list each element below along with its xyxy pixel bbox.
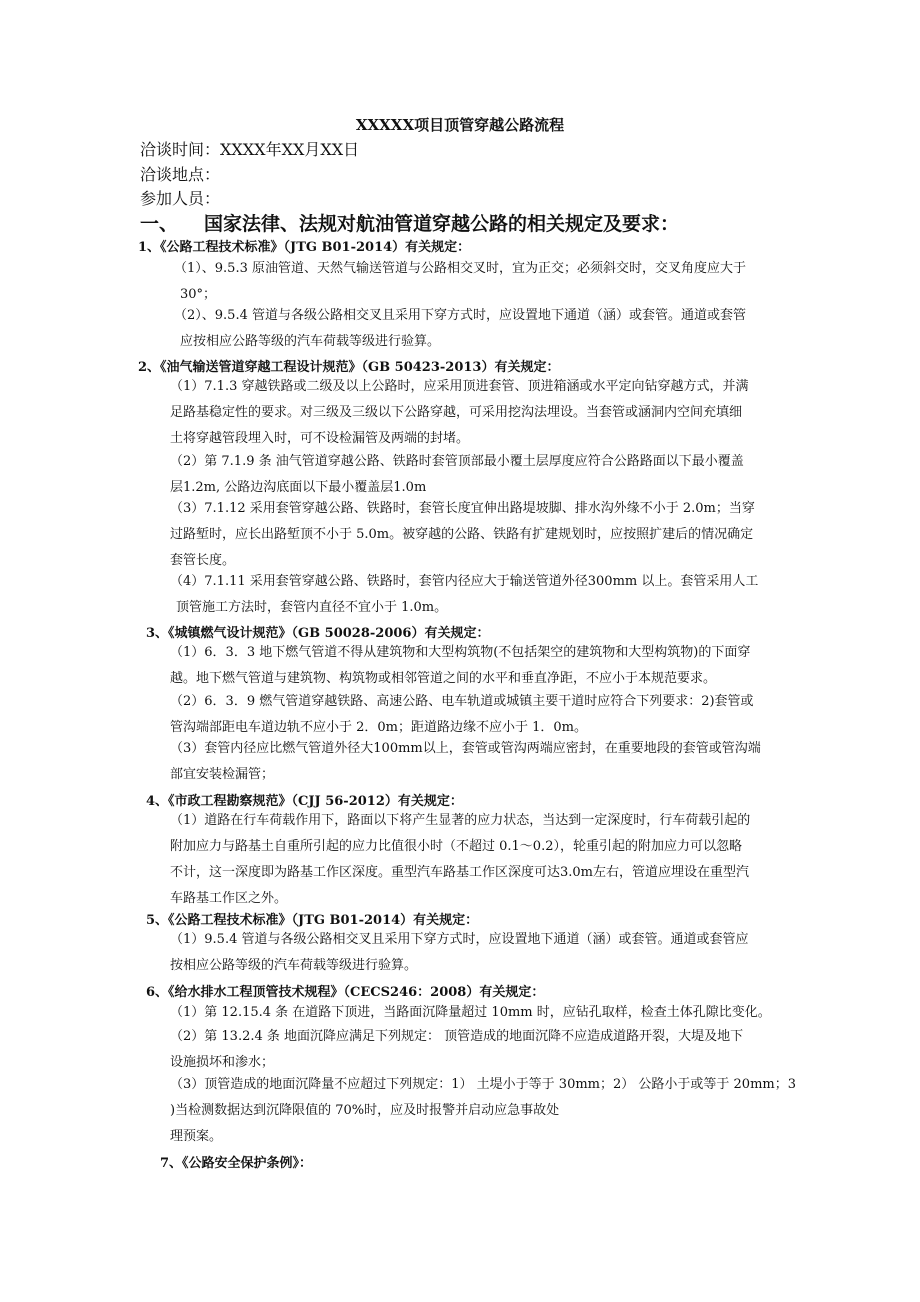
text-line: 层1.2m, 公路边沟底面以下最小覆盖层1.0m xyxy=(170,480,427,495)
paragraph xyxy=(170,569,758,621)
text-line: )当检测数据达到沉降限值的 70%时，应及时报警并启动应急事故处 xyxy=(170,1103,560,1118)
text-line: （1）7.1.3 穿越铁路或二级及以上公路时，应采用顶进套管、顶进箱涵或水平定向钻穿越方式，并满 xyxy=(170,379,749,394)
text-line: （2）、9.5.4 管道与各级公路相交叉且采用下穿方式时，应设置地下通道（涵）或套管。通道或套管 xyxy=(174,308,746,323)
document-title: XXXXX项目顶管穿越公路流程 xyxy=(355,116,565,134)
section-title-4: 4、《市政工程勘察规范》（CJJ 56-2012）有关规定： xyxy=(146,794,463,809)
text-line: 设施损坏和渗水； xyxy=(170,1055,275,1070)
paragraph xyxy=(170,736,761,788)
main-heading-number: 一、 xyxy=(140,213,179,235)
text-line: 30°； xyxy=(180,287,217,302)
section-title-5: 5、《公路工程技术标准》（JTG B01-2014）有关规定： xyxy=(146,913,479,928)
paragraph xyxy=(170,1072,796,1150)
text-line: 部宜安装检漏管； xyxy=(170,767,275,782)
text-line: 越。地下燃气管道与建筑物、构筑物或相邻管道之间的水平和垂直净距，不应小于本规范要求。 xyxy=(170,671,717,686)
text-line: （1）道路在行车荷载作用下，路面以下将产生显著的应力状态，当达到一定深度时，行车荷载引起的 xyxy=(170,813,751,828)
paragraph xyxy=(170,1000,771,1026)
paragraph xyxy=(170,927,748,979)
text-line: 不计，这一深度即为路基工作区深度。重型汽车路基工作区深度可达3.0m左右，管道应埋设在重型汽 xyxy=(170,865,750,880)
text-line: （2）6．3．9 燃气管道穿越铁路、高速公路、电车轨道或城镇主要干道时应符合下列要求：2)套管或 xyxy=(170,694,754,709)
text-line: 附加应力与路基土自重所引起的应力比值很小时（不超过 0.1～0.2），轮重引起的附加应力可以忽略 xyxy=(170,839,742,854)
text-line: 车路基工作区之外。 xyxy=(170,891,288,906)
text-line: （1）9.5.4 管道与各级公路相交叉且采用下穿方式时，应设置地下通道（涵）或套管。通道或套管应 xyxy=(170,932,749,947)
text-line: 过路堑时，应长出路堑顶不小于 5.0m。被穿越的公路、铁路有扩建规划时，应按照扩建后的情况确定 xyxy=(170,527,754,542)
text-line: （2）第 7.1.9 条 油气管道穿越公路、铁路时套管顶部最小覆土层厚度应符合公路路面以下最小覆盖 xyxy=(170,454,744,469)
section-title-2: 2、《油气输送管道穿越工程设计规范》（GB 50423-2013）有关规定： xyxy=(138,360,560,375)
main-heading xyxy=(140,209,679,236)
text-line: 套管长度。 xyxy=(170,553,236,568)
paragraph xyxy=(170,640,750,692)
paragraph xyxy=(170,1024,743,1076)
section-title-6: 6、《给水排水工程顶管技术规程》（CECS246：2008）有关规定： xyxy=(146,985,545,1000)
text-line: （2）第 13.2.4 条 地面沉降应满足下列规定： 顶管造成的地面沉降不应造成道路开裂，大堤及地下 xyxy=(170,1029,744,1044)
meeting-location: 洽谈地点： xyxy=(140,165,221,184)
text-line: 理预案。 xyxy=(170,1129,223,1144)
text-line: 管沟端部距电车道边轨不应小于 2．0m；距道路边缘不应小于 1．0m。 xyxy=(170,720,588,735)
text-line: 应按相应公路等级的汽车荷载等级进行验算。 xyxy=(180,334,441,349)
paragraph xyxy=(170,449,744,501)
text-line: （4）7.1.11 采用套管穿越公路、铁路时，套管内径应大于输送管道外径300mm 以上。套管采用人工 xyxy=(170,574,759,589)
participants: 参加人员： xyxy=(140,189,221,208)
paragraph xyxy=(170,374,748,452)
text-line: （3）顶管造成的地面沉降量不应超过下列规定：1） 土堤小于等于 30mm；2） 公路小于或等于 20mm；3 xyxy=(170,1077,797,1092)
meeting-time: 洽谈时间：XXXX年XX月XX日 xyxy=(140,140,360,159)
text-line: （3）套管内径应比燃气管道外径大100mm以上，套管或管沟两端应密封，在重要地段的套管或管沟端 xyxy=(170,741,761,756)
section-title-7: 7、《公路安全保护条例》： xyxy=(160,1156,313,1171)
section-title-3: 3、《城镇燃气设计规范》（GB 50028-2006）有关规定： xyxy=(146,626,490,641)
main-heading-text: 国家法律、法规对航油管道穿越公路的相关规定及要求： xyxy=(204,213,680,235)
paragraph xyxy=(170,808,750,912)
section-title-1: 1、《公路工程技术标准》（JTG B01-2014）有关规定： xyxy=(138,240,471,255)
text-line: 按相应公路等级的汽车荷载等级进行验算。 xyxy=(170,958,418,973)
text-line: （3）7.1.12 采用套管穿越公路、铁路时，套管长度宜伸出路堤坡脚、排水沟外缘不小于 2.0m；当穿 xyxy=(170,501,755,516)
paragraph xyxy=(170,689,754,741)
text-line: 土将穿越管段埋入时，可不设检漏管及两端的封堵。 xyxy=(170,431,470,446)
paragraph xyxy=(174,303,746,355)
text-line: 足路基稳定性的要求。对三级及三级以下公路穿越，可采用挖沟法埋设。当套管或涵洞内空间充填细 xyxy=(170,405,743,420)
text-line: （1）6．3．3 地下燃气管道不得从建筑物和大型构筑物(不包括架空的建筑物和大型构筑物)的下面穿 xyxy=(170,645,751,660)
text-line: （1）第 12.15.4 条 在道路下顶进，当路面沉降量超过 10mm 时，应钻孔取样，检查土体孔隙比变化。 xyxy=(170,1005,771,1020)
text-line: 顶管施工方法时，套管内直径不宜小于 1.0m。 xyxy=(176,600,448,615)
paragraph xyxy=(174,256,746,308)
text-line: （1）、9.5.3 原油管道、天然气输送管道与公路相交叉时，宜为正交；必须斜交时，交叉角度应大于 xyxy=(174,261,746,276)
paragraph xyxy=(170,496,755,574)
